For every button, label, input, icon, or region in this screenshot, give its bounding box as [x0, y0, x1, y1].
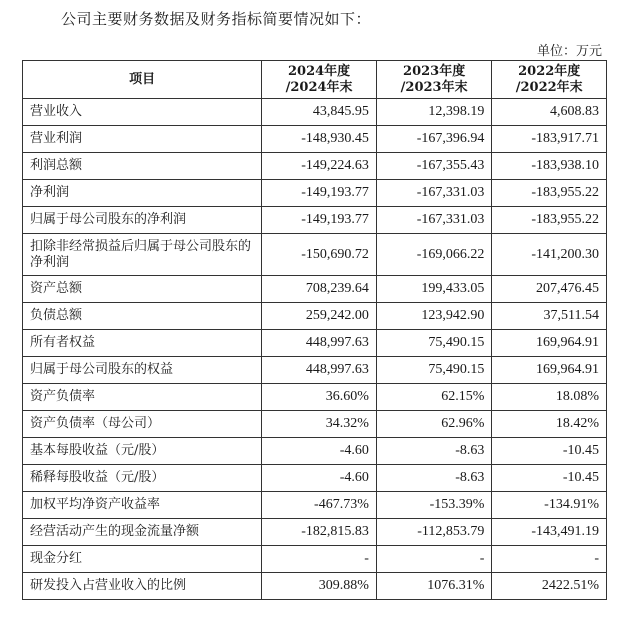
value-2024: 448,997.63: [262, 330, 377, 357]
row-label: 营业利润: [23, 126, 262, 153]
header-2022: [492, 61, 607, 99]
table-row: [23, 234, 607, 276]
table-row: [23, 546, 607, 573]
value-2022: -: [492, 546, 607, 573]
value-2023: -153.39%: [376, 492, 492, 519]
value-2022: 169,964.91: [492, 330, 607, 357]
row-label: 基本每股收益（元/股）: [23, 438, 262, 465]
value-2024: -149,193.77: [262, 180, 377, 207]
value-2023: -112,853.79: [376, 519, 492, 546]
value-2022: 18.42%: [492, 411, 607, 438]
value-2024: -467.73%: [262, 492, 377, 519]
row-label: 归属于母公司股东的权益: [23, 357, 262, 384]
table-body: [23, 99, 607, 600]
row-label: 营业收入: [23, 99, 262, 126]
table-row: [23, 99, 607, 126]
table-row: [23, 330, 607, 357]
value-2023: 12,398.19: [376, 99, 492, 126]
header-2023: [376, 61, 492, 99]
value-2023: -167,355.43: [376, 153, 492, 180]
header-2024-line2: /2024年末: [285, 79, 353, 95]
row-label: 现金分红: [23, 546, 262, 573]
row-label: 资产负债率: [23, 384, 262, 411]
value-2024: 448,997.63: [262, 357, 377, 384]
value-2023: -167,331.03: [376, 207, 492, 234]
value-2022: 169,964.91: [492, 357, 607, 384]
row-label: 资产负债率（母公司）: [23, 411, 262, 438]
value-2023: 1076.31%: [376, 573, 492, 600]
value-2022: -143,491.19: [492, 519, 607, 546]
value-2023: -167,396.94: [376, 126, 492, 153]
row-label: 扣除非经常损益后归属于母公司股东的净利润: [23, 234, 262, 276]
value-2024: -4.60: [262, 465, 377, 492]
row-label: 研发投入占营业收入的比例: [23, 573, 262, 600]
table-row: [23, 180, 607, 207]
row-label: 利润总额: [23, 153, 262, 180]
row-label: 归属于母公司股东的净利润: [23, 207, 262, 234]
row-label: 经营活动产生的现金流量净额: [23, 519, 262, 546]
value-2023: -8.63: [376, 438, 492, 465]
row-label: 稀释每股收益（元/股）: [23, 465, 262, 492]
table-row: [23, 357, 607, 384]
table-row: [23, 438, 607, 465]
value-2023: -8.63: [376, 465, 492, 492]
row-label: 资产总额: [23, 276, 262, 303]
header-2024: [262, 61, 377, 99]
value-2024: 309.88%: [262, 573, 377, 600]
value-2024: -150,690.72: [262, 234, 377, 276]
value-2023: -167,331.03: [376, 180, 492, 207]
table-row: [23, 519, 607, 546]
value-2022: 2422.51%: [492, 573, 607, 600]
value-2023: 62.96%: [376, 411, 492, 438]
value-2022: -183,955.22: [492, 180, 607, 207]
value-2023: 199,433.05: [376, 276, 492, 303]
table-row: [23, 153, 607, 180]
value-2023: -: [376, 546, 492, 573]
value-2022: 4,608.83: [492, 99, 607, 126]
header-2023-line1: 2023年度: [403, 63, 466, 79]
header-2022-line1: 2022年度: [518, 63, 581, 79]
unit-label: 单位：万元: [536, 44, 602, 59]
value-2024: 43,845.95: [262, 99, 377, 126]
row-label: 负债总额: [23, 303, 262, 330]
table-row: [23, 384, 607, 411]
value-2022: -183,938.10: [492, 153, 607, 180]
header-2023-line2: /2023年末: [400, 79, 468, 95]
value-2024: 36.60%: [262, 384, 377, 411]
value-2022: 37,511.54: [492, 303, 607, 330]
table-row: [23, 126, 607, 153]
value-2023: 75,490.15: [376, 357, 492, 384]
row-label: 加权平均净资产收益率: [23, 492, 262, 519]
financial-table: [22, 60, 607, 600]
header-2024-line1: 2024年度: [287, 63, 351, 79]
value-2024: -: [262, 546, 377, 573]
table-row: [23, 303, 607, 330]
table-row: [23, 207, 607, 234]
value-2022: -10.45: [492, 465, 607, 492]
intro-text: 公司主要财务数据及财务指标简要情况如下：: [61, 10, 372, 28]
table-row: [23, 465, 607, 492]
table-row: [23, 411, 607, 438]
value-2022: -134.91%: [492, 492, 607, 519]
value-2023: -169,066.22: [376, 234, 492, 276]
value-2024: 259,242.00: [262, 303, 377, 330]
value-2022: -141,200.30: [492, 234, 607, 276]
value-2022: -10.45: [492, 438, 607, 465]
header-item: 项目: [23, 61, 262, 99]
value-2024: -149,193.77: [262, 207, 377, 234]
value-2023: 123,942.90: [376, 303, 492, 330]
table-header: [23, 61, 607, 99]
value-2023: 62.15%: [376, 384, 492, 411]
row-label: 净利润: [23, 180, 262, 207]
value-2022: 18.08%: [492, 384, 607, 411]
value-2022: -183,917.71: [492, 126, 607, 153]
value-2022: 207,476.45: [492, 276, 607, 303]
value-2023: 75,490.15: [376, 330, 492, 357]
value-2024: -182,815.83: [262, 519, 377, 546]
row-label: 所有者权益: [23, 330, 262, 357]
value-2024: -148,930.45: [262, 126, 377, 153]
table-row: [23, 492, 607, 519]
value-2024: -4.60: [262, 438, 377, 465]
value-2024: -149,224.63: [262, 153, 377, 180]
value-2024: 34.32%: [262, 411, 377, 438]
value-2022: -183,955.22: [492, 207, 607, 234]
header-row: [23, 61, 607, 99]
table-row: [23, 573, 607, 600]
value-2024: 708,239.64: [262, 276, 377, 303]
header-2022-line2: /2022年末: [515, 79, 583, 95]
table-row: [23, 276, 607, 303]
